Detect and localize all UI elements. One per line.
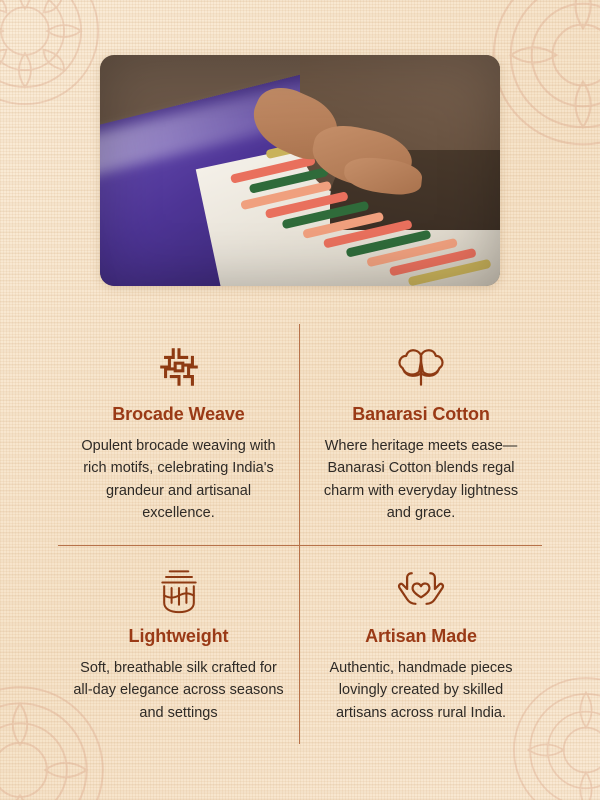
feature-description: Where heritage meets ease—Banarasi Cotton blends regal charm with everyday lightness and grace.: [323, 438, 519, 522]
mandala-ornament-icon: [0, 0, 110, 116]
mandala-ornament-icon: [488, 0, 600, 150]
feature-title: Lightweight: [128, 625, 229, 646]
feature-title: Banarasi Cotton: [352, 404, 490, 424]
brocade-knot-icon: [72, 340, 285, 394]
feature-description: Soft, breathable silk crafted for all-day elegance across seasons and settings: [73, 659, 284, 721]
hands-heart-icon: [314, 562, 528, 616]
feature-card-lightweight: [58, 546, 300, 744]
lightweight-fabric-icon: [72, 562, 285, 616]
feature-description: Authentic, handmade pieces lovingly created by skilled artisans across rural India.: [329, 659, 513, 721]
feature-card-banarasi-cotton: [300, 324, 542, 546]
feature-grid: [58, 324, 542, 744]
feature-card-brocade-weave: [58, 324, 300, 546]
hero-vignette: [100, 55, 500, 286]
feature-description: Opulent brocade weaving with rich motifs, celebrating India's grandeur and artisanal excellence.: [81, 438, 276, 522]
hero-image: [100, 55, 500, 286]
feature-card-artisan-made: [300, 546, 542, 744]
cotton-boll-icon: [314, 340, 528, 394]
feature-title: Brocade Weave: [112, 404, 245, 424]
feature-title: Artisan Made: [365, 625, 477, 646]
